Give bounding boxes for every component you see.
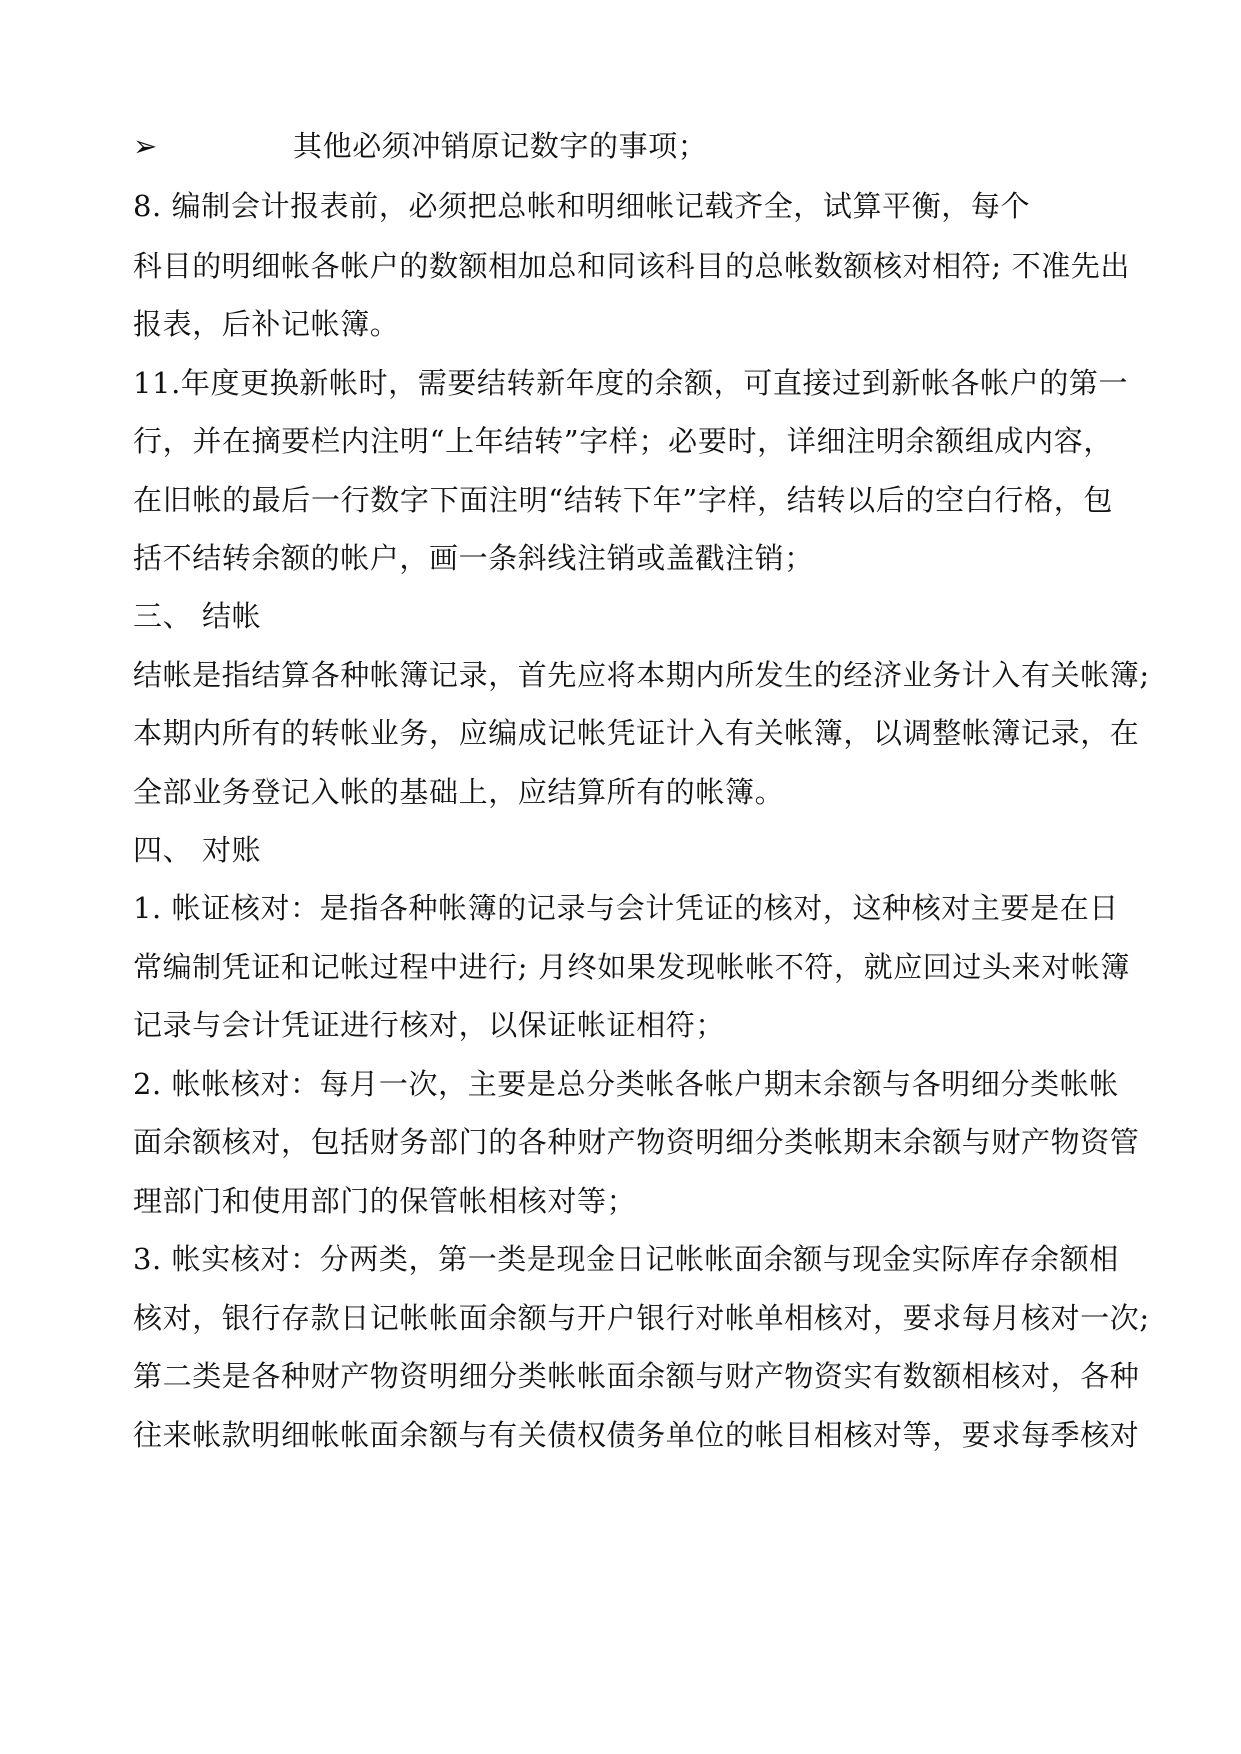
paragraph-line: 在旧帐的最后一行数字下面注明“结转下年”字样，结转以后的空白行格，包 [133,483,1113,517]
paragraph-line: 面余额核对，包括财务部门的各种财产物资明细分类帐期末余额与财产物资管 [133,1125,1140,1159]
paragraph-line: 往来帐款明细帐帐面余额与有关债权债务单位的帐目相核对等，要求每季核对 [133,1418,1140,1452]
paragraph-line: 第二类是各种财产物资明细分类帐帐面余额与财产物资实有数额相核对，各种 [133,1359,1140,1393]
bullet-text: 其他必须冲销原记数字的事项； [293,129,708,163]
section-heading: 三、 结帐 [133,599,262,633]
paragraph-line: 核对，银行存款日记帐帐面余额与开户银行对帐单相核对，要求每月核对一次; [133,1301,1150,1335]
paragraph-line: 全部业务登记入帐的基础上，应结算所有的帐簿。 [133,775,785,809]
paragraph-line: 报表，后补记帐簿。 [133,307,400,341]
paragraph-line: 理部门和使用部门的保管帐相核对等； [133,1184,637,1218]
paragraph-line: 常编制凭证和记帐过程中进行; 月终如果发现帐帐不符，就应回过头来对帐簿 [133,950,1130,984]
paragraph-line: 8. 编制会计报表前，必须把总帐和明细帐记载齐全，试算平衡，每个 [133,189,1031,223]
paragraph-line: 科目的明细帐各帐户的数额相加总和同该科目的总帐数额核对相符; 不准先出 [133,249,1130,283]
bullet-item [133,126,1113,166]
paragraph-line: 行，并在摘要栏内注明“上年结转”字样；必要时，详细注明余额组成内容， [133,424,1113,458]
paragraph-line: 1. 帐证核对：是指各种帐簿的记录与会计凭证的核对，这种核对主要是在日 [133,891,1119,925]
paragraph-line: 3. 帐实核对：分两类，第一类是现金日记帐帐面余额与现金实际库存余额相 [133,1242,1119,1276]
paragraph-line: 结帐是指结算各种帐簿记录，首先应将本期内所发生的经济业务计入有关帐簿; [133,658,1150,692]
section-heading: 四、 对账 [133,833,262,867]
paragraph-line: 11.年度更换新帐时，需要结转新年度的余额，可直接过到新帐各帐户的第一 [133,366,1129,400]
arrow-bullet-icon: ➢ [133,129,158,163]
paragraph-line: 本期内所有的转帐业务，应编成记帐凭证计入有关帐簿，以调整帐簿记录，在 [133,716,1140,750]
paragraph-line: 记录与会计凭证进行核对，以保证帐证相符； [133,1008,726,1042]
paragraph-line: 括不结转余额的帐户，画一条斜线注销或盖戳注销； [133,541,814,575]
paragraph-line: 2. 帐帐核对：每月一次，主要是总分类帐各帐户期末余额与各明细分类帐帐 [133,1067,1119,1101]
